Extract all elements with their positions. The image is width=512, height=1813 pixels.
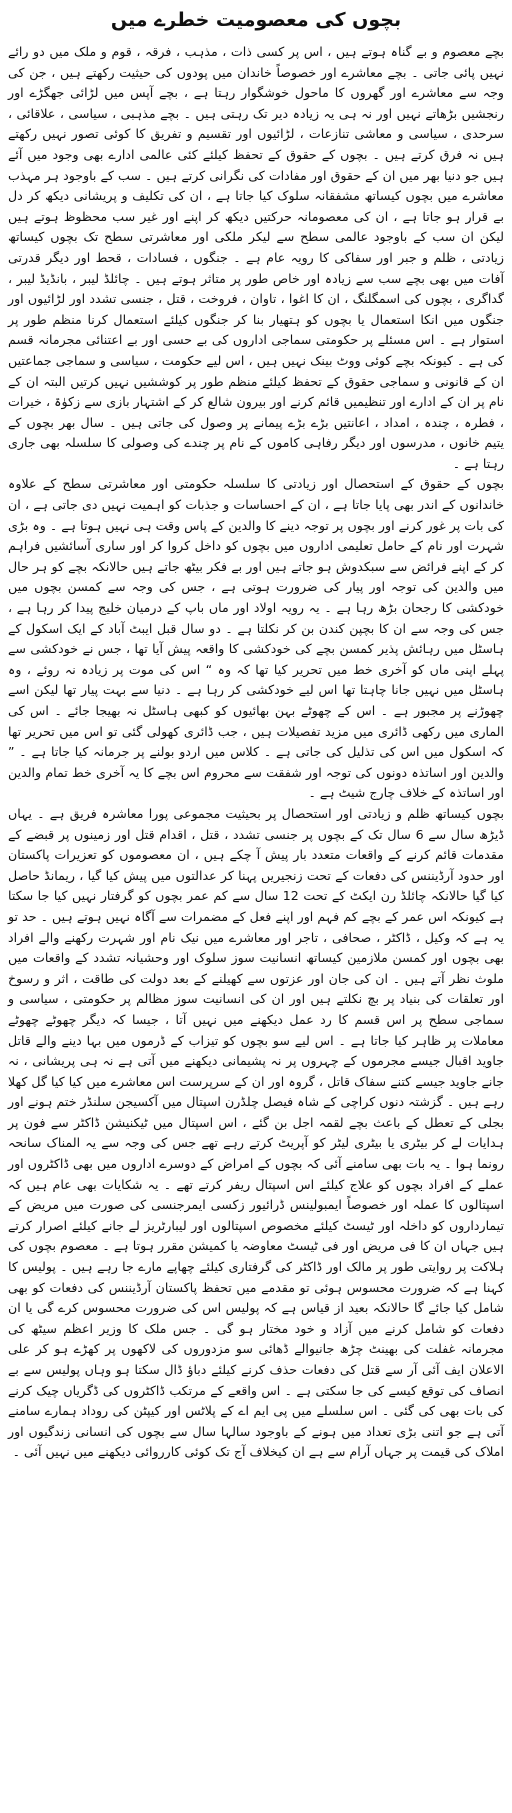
article-body <box>8 42 504 1463</box>
article-headline: بچوں کی معصومیت خطرے میں <box>110 9 402 31</box>
article-paragraph: بچے معصوم و بے گناہ ہوتے ہیں ، اس پر کسی ذات ، مذہب ، فرقہ ، قوم و ملک میں دو رائے نہیں پائی جاتی ۔ بچے معاشرے اور خصوصاً خاندان میں پودوں کی حیثیت رکھتے ہیں ، جن کی وجہ سے معاشرے اور گھروں کا ماحول خوشگوار رہتا ہے ، بچے آپس میں لڑائی جھگڑے اور رنجشیں بڑھاتے نہیں اور نہ ہی یہ زیادہ دیر تک رہتی ہیں ۔ بچے مذہبی ، سیاسی ، علاقائی ، سرحدی ، سیاسی و معاشی تنازعات ، لڑائیوں اور تقسیم و تفریق کا کوئی تصور نہیں رکھتے ہیں نہ فرق کرتے ہیں ۔ بچوں کے حقوق کے تحفظ کیلئے کئی عالمی ادارے بھی وجود میں آئے ہیں جو دنیا بھر میں ان کے حقوق اور مفادات کی نگرانی کرتے ہیں ۔ سب کے باوجود ہر مہذب معاشرے میں بچوں کیساتھ مشفقانہ سلوک کیا جاتا ہے ، ان کی تکلیف و پریشانی دیکھ کر دل بے قرار ہو جاتا ہے ، ان کی معصومانہ حرکتیں دیکھ کر اپنے اور غیر سب محظوظ ہوتے ہیں لیکن ان سب کے باوجود عالمی سطح سے لیکر ملکی اور معاشرتی سطح تک بچوں کیساتھ زیادتی ، ظلم و جبر اور سفاکی کا رویہ عام ہے ۔ جنگوں ، فسادات ، قحط اور دیگر قدرتی آفات میں بھی بچے سب سے زیادہ اور خاص طور پر متاثر ہوتے ہیں ۔ چائلڈ لیبر ، بانڈیڈ لیبر ، گداگری ، بچوں کی اسمگلنگ ، ان کا اغوا ، تاوان ، فروخت ، قتل ، جنسی تشدد اور لڑائیوں اور جنگوں میں انکا استعمال یا بچوں کو ہتھیار بنا کر جنگوں کیلئے استعمال کرنا منظم طور پر استوار ہے ۔ اس مسئلے پر حکومتی سماجی اداروں کی بے حسی اور بے اعتنائی مجرمانہ قسم کی ہے ۔ کیونکہ بچے کوئی ووٹ بینک نہیں ہیں ، اس لیے حکومت ، سیاسی و سماجی جماعتیں ان کے قانونی و سماجی حقوق کے تحفظ کیلئے منظم طور پر کوششیں نہیں کرتیں البتہ ان کے نام پر ان کے ادارے اور تنظیمیں قائم کرنے اور بیرون شالع کر کے اشتہار بازی سے زکوٰۃ ، خیرات ، فطرہ ، چندہ ، امداد ، اعانتیں بڑے بڑے پیمانے پر وصول کی جاتی ہیں ۔ سال بھر بچوں کے یتیم خانوں ، مدرسوں اور دیگر رفاہی کاموں کے نام پر چندے کی وصولی کا سلسلہ بھی جاری رہتا ہے ۔ <box>8 44 504 471</box>
article-paragraph: بچوں کے حقوق کے استحصال اور زیادتی کا سلسلہ حکومتی اور معاشرتی سطح کے علاوہ خاندانوں کے اندر بھی پایا جاتا ہے ، ان کے احساسات و جذبات کو اہمیت نہیں دی جاتی ہے ، ان کی بات پر غور کرنے اور بچوں پر توجہ دینے کا والدین کے پاس وقت ہی نہیں ہوتا ہے ۔ وہ بڑی شہرت اور نام کے حامل تعلیمی اداروں میں بچوں کو داخل کروا کر اور ساری آسائشیں فراہم کر کے اپنے فرائض سے سبکدوش ہو جاتے ہیں اور بے فکر بیٹھ جاتے ہیں حالانکہ بچے کو ہر حال میں والدین کی توجہ اور پیار کی ضرورت ہوتی ہے ، جس کی وجہ سے کمسن بچوں میں خودکشی کا رجحان بڑھ رہا ہے ۔ یہ رویہ اولاد اور ماں باپ کے درمیان خلیج پیدا کر رہا ہے ، جس کی وجہ سے ان کا بچپن کندن بن کر نکلتا ہے ۔ دو سال قبل ایبٹ آباد کے ایک اسکول کے ہاسٹل میں رہائش پذیر کمسن بچے کی خودکشی کا واقعہ پیش آیا تھا ، جس نے خودکشی سے پہلے اپنی ماں کو آخری خط میں تحریر کیا تھا کہ وہ “ اس کی موت پر زیادہ نہ روئے ، وہ ہاسٹل میں نہیں جانا چاہتا تھا اس لیے خودکشی کر رہا ہے ۔ دنیا سے بہت پیار تھا لیکن اسے چھوڑنے پر مجبور ہے ۔ اس کے چھوٹے بہن بھائیوں کو کبھی ہاسٹل نہ بھیجا جائے ۔ اس کی الماری میں رکھی ڈائری میں مزید تفصیلات ہیں ، جب ڈائری کھولی گئی تو اس میں تحریر تھا کہ اسکول میں اس کی تذلیل کی جاتی ہے ۔ کلاس میں اردو بولنے پر جرمانہ کیا جاتا ہے ۔ ” والدین اور اساتذہ دونوں کی توجہ اور شفقت سے محروم اس بچے کا یہ آخری خط تمام والدین اور اساتذہ کے خلاف چارج شیٹ ہے ۔ <box>8 476 504 801</box>
article-paragraph: بچوں کیساتھ ظلم و زیادتی اور استحصال پر بحیثیت مجموعی پورا معاشرہ فریق ہے ۔ یہاں ڈیڑھ سال سے 6 سال تک کے بچوں پر جنسی تشدد ، قتل ، اقدام قتل اور زمینوں پر قبضے کے مقدمات قائم کرنے کے واقعات متعدد بار پیش آ چکے ہیں ، ان معصوموں کو تعزیرات پاکستان اور حدود آرڈیننس کی دفعات کے تحت زنجیریں پہنا کر عدالتوں میں پیش کیا گیا ، ریمانڈ حاصل کیا گیا حالانکہ چائلڈ رن ایکٹ کے تحت 12 سال سے کم عمر بچوں کو گرفتار نہیں کیا جا سکتا ہے کیونکہ اس عمر کے بچے کم فہم اور اپنے فعل کے مضمرات سے آگاہ نہیں ہوتے ہیں ۔ حد تو یہ ہے کہ وکیل ، ڈاکٹر ، صحافی ، تاجر اور معاشرے میں نیک نام اور شہرت رکھنے والے افراد بھی بچوں اور کمسن ملازمین کیساتھ انسانیت سوز سلوک اور وحشیانہ تشدد کے واقعات میں ملوث نظر آتے ہیں ۔ ان کی جان اور عزتوں سے کھیلنے کے بعد دولت کی طاقت ، اثر و رسوخ اور تعلقات کی بنیاد پر بچ نکلتے ہیں اور ان کی انسانیت سوز مظالم پر حکومتی ، سیاسی و سماجی سطح پر اس قسم کا رد عمل دیکھنے میں نہیں آتا ، جیسا کہ دیگر چھوٹے چھوٹے معاملات پر ظاہر کیا جاتا ہے ۔ اس لیے سو بچوں کو تیزاب کے ڈرموں میں بہا دینے والے قاتل جاوید اقبال جیسے مجرموں کے چہروں پر نہ پشیمانی دیکھنے میں آتی ہے نہ ہی پریشانی ، نہ جانے جاوید جیسے کتنے سفاک قاتل ، گروہ اور ان کے سرپرست اس معاشرے میں کیا کیا گل کھلا رہے ہیں ۔ گزشتہ دنوں کراچی کے شاہ فیصل چلڈرن اسپتال میں آکسیجن سلنڈر ختم ہونے اور بجلی کے تعطل کے باعث بچے لقمہ اجل بن گئے ، اس اسپتال میں ٹیکنیشن ڈاکٹر سے فون پر ہدایات لے کر بیٹری یا بیٹری لیٹر کو آپریٹ کرتے رہے تھے جس کی وجہ سے یہ المناک سانحہ رونما ہوا ۔ یہ بات بھی سامنے آئی کہ بچوں کے امراض کے دوسرے اداروں میں بھی ڈاکٹروں اور عملے کے افراد بچوں کو علاج کیلئے اس اسپتال ریفر کرتے تھے ۔ یہ شکایات بھی عام ہیں کہ اسپتالوں کا عملہ اور خصوصاً ایمبولینس ڈرائیور زکسی ایمرجنسی کی صورت میں مریض کے تیمارداروں کو داخلہ اور ٹیسٹ کیلئے مخصوص اسپتالوں اور لیبارٹریز لے جانے کیلئے اصرار کرتے ہیں جہاں ان کا فی مریض اور فی ٹیسٹ معاوضہ یا کمیشن مقرر ہوتا ہے ۔ معصوم بچوں کی ہلاکت پر روایتی طور پر مالک اور ڈاکٹر کی گرفتاری کیلئے چھاپے مارے جا رہے ہیں ۔ پولیس کا کہنا ہے کہ ضرورت محسوس ہوئی تو مقدمے میں تحفظ پاکستان آرڈیننس کی دفعات کو بھی شامل کیا جائے گا حالانکہ بعید از قیاس ہے کہ پولیس اس کی ضرورت محسوس کرے گی یا ان دفعات کو شامل کرنے میں آزاد و خود مختار ہو گی ۔ جس ملک کا وزیر اعظم سیٹھ کی مجرمانہ غفلت کی بھینٹ چڑھ جانیوالے ڈھائی سو مزدوروں کی لاکھوں پر کھڑے ہو کر علی الاعلان ایف آئی آر سے قتل کی دفعات حذف کرنے کیلئے دباؤ ڈال سکتا ہو وہاں پولیس سے بے انصاف کی توقع کیسے کی جا سکتی ہے ۔ اس واقعے کے مرتکب ڈاکٹروں کی ڈگریاں چیک کرنے کی بات بھی کی گئی ۔ اس سلسلے میں پی ایم اے کے پلاٹس اور کیپٹن کی روداد ہمارے سامنے آتی ہے جو اتنی بڑی تعداد میں ہونے کے باوجود سالہا سال سے بچوں کی انسانی زندگیوں اور املاک کی قیمت پر جہاں آرام سے ہے ان کیخلاف آج تک کوئی کارروائی دیکھنے میں نہیں آئی ۔ <box>8 805 505 1460</box>
